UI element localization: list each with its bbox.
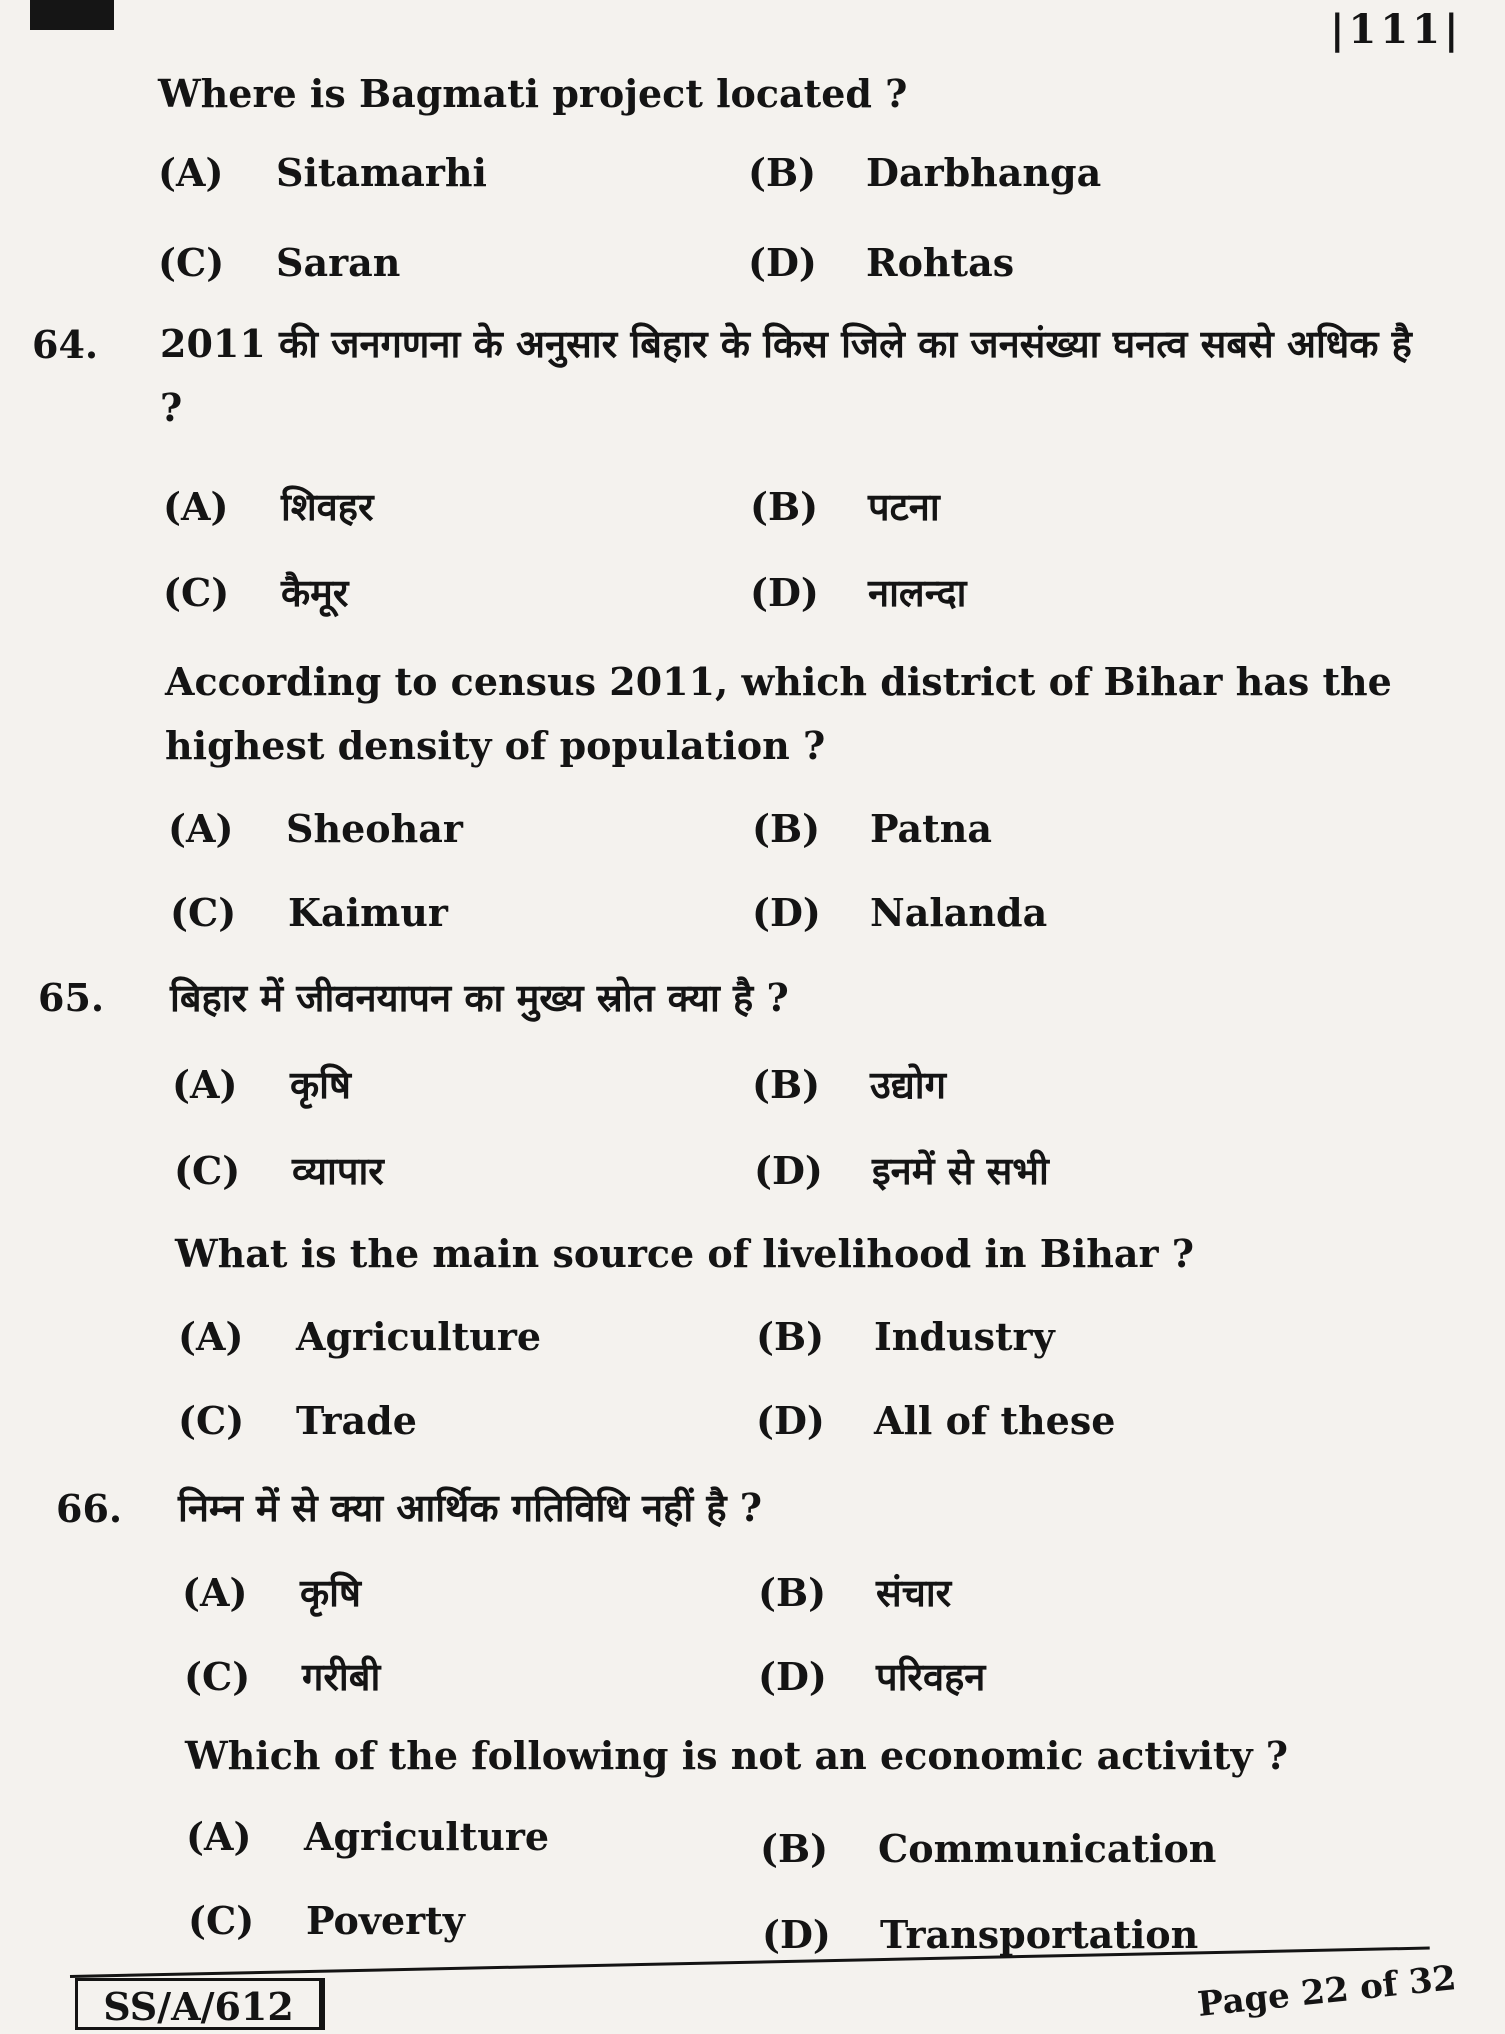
- q64-hi-stem: 2011 की जनगणना के अनुसार बिहार के किस जिले का जनसंख्या घनत्व सबसे अधिक है ?: [160, 321, 1412, 430]
- q66-hi-option-c: (C) गरीबी: [184, 1654, 381, 1699]
- q64-hi-option-a: (A) शिवहर: [163, 484, 374, 529]
- q65-hi-option-c: (C) व्यापार: [174, 1148, 384, 1193]
- q63-en-option-c: (C) Saran: [158, 240, 401, 285]
- q64-en-option-d: (D) Nalanda: [752, 890, 1048, 935]
- q66-hi-option-d: (D) परिवहन: [758, 1654, 986, 1699]
- q64-en-option-c: (C) Kaimur: [170, 890, 448, 935]
- q65-hi-option-d: (D) इनमें से सभी: [754, 1148, 1049, 1193]
- q64-hi-option-c: (C) कैमूर: [163, 570, 349, 615]
- paper-code: SS/A/612: [75, 1978, 325, 2030]
- q66-en-option-a: (A) Agriculture: [186, 1814, 550, 1859]
- q66-en-option-b: (B) Communication: [760, 1826, 1217, 1871]
- q63-en-option-d: (D) Rohtas: [748, 240, 1015, 285]
- q64-number: 64.: [32, 322, 99, 367]
- q64-hi-option-d: (D) नालन्दा: [750, 570, 967, 615]
- footer-rule: [70, 1947, 1430, 1978]
- q66-hi-option-b: (B) संचार: [758, 1570, 952, 1615]
- q65-hi-option-a: (A) कृषि: [172, 1062, 351, 1107]
- q63-en-option-b: (B) Darbhanga: [748, 150, 1102, 195]
- q65-number: 65.: [38, 975, 105, 1020]
- q66-en-stem: Which of the following is not an economic activity ?: [185, 1733, 1289, 1778]
- q63-en-option-a: (A) Sitamarhi: [158, 150, 487, 195]
- corner-mark: [30, 0, 114, 30]
- q65-en-option-a: (A) Agriculture: [178, 1314, 542, 1359]
- q65-en-option-b: (B) Industry: [756, 1314, 1055, 1359]
- q66-en-option-c: (C) Poverty: [188, 1898, 465, 1943]
- q64-hi-option-b: (B) पटना: [750, 484, 940, 529]
- page-number: Page 22 of 32: [1195, 1958, 1459, 2025]
- q65-en-stem: What is the main source of livelihood in Bihar ?: [175, 1231, 1195, 1276]
- q65-en-option-c: (C) Trade: [178, 1398, 417, 1443]
- q65-hi-option-b: (B) उद्योग: [752, 1062, 947, 1107]
- q65-en-option-d: (D) All of these: [756, 1398, 1116, 1443]
- q63-en-stem: Where is Bagmati project located ?: [158, 71, 908, 116]
- q65-hi-stem: बिहार में जीवनयापन का मुख्य स्रोत क्या है ?: [170, 975, 789, 1020]
- q66-number: 66.: [56, 1486, 123, 1531]
- q64-en-option-a: (A) Sheohar: [168, 806, 463, 851]
- q66-hi-stem: निम्न में से क्या आर्थिक गतिविधि नहीं है ?: [178, 1485, 763, 1530]
- q66-en-option-d: (D) Transportation: [762, 1912, 1199, 1957]
- header-mark: |111|: [1330, 6, 1463, 53]
- q64-en-stem: According to census 2011, which district of Bihar has the highest density of population ?: [165, 659, 1392, 768]
- q64-en-option-b: (B) Patna: [752, 806, 992, 851]
- q66-hi-option-a: (A) कृषि: [182, 1570, 361, 1615]
